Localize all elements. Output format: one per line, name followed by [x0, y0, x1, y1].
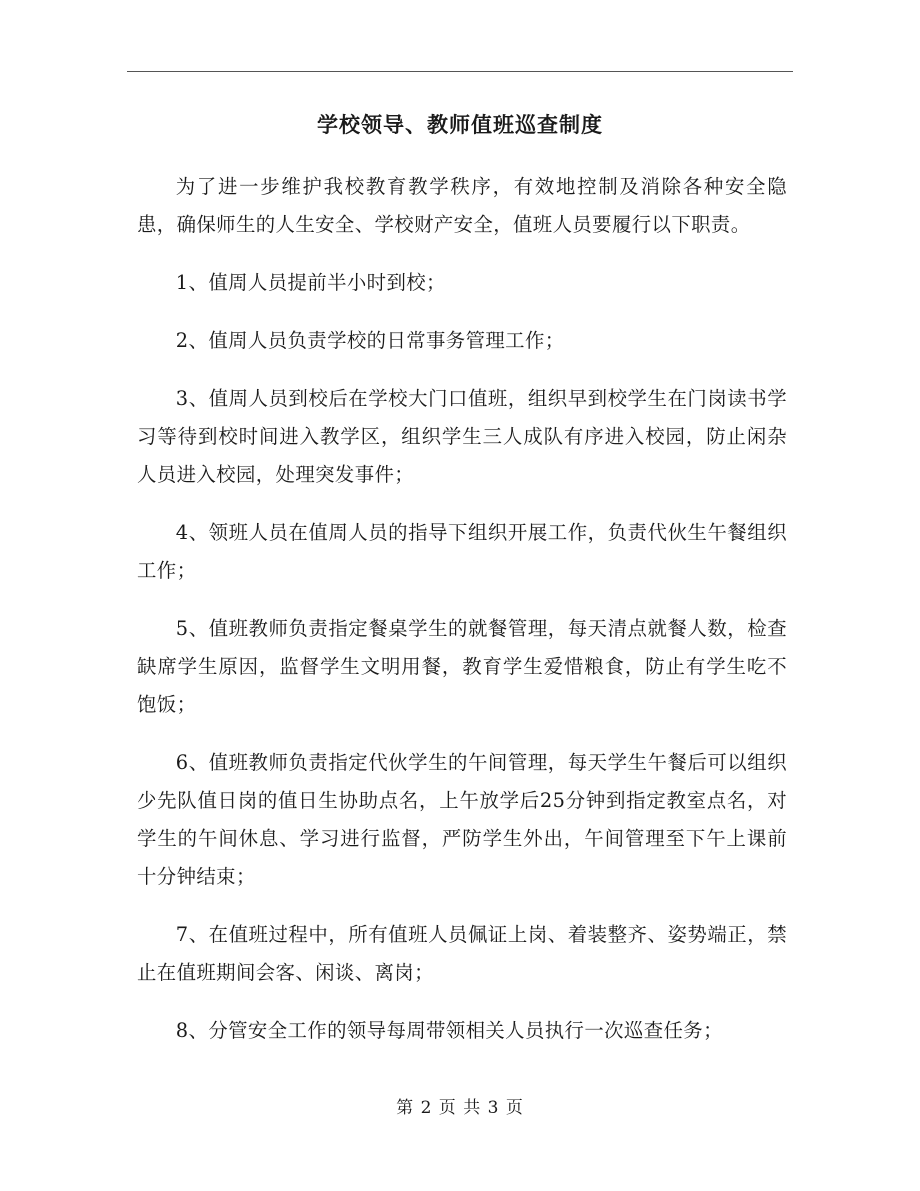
document-title: 学校领导、教师值班巡查制度 — [317, 112, 603, 137]
duty-item-4: 4、领班人员在值周人员的指导下组织开展工作，负责代伙生午餐组织工作； — [137, 521, 787, 582]
duty-item-3: 3、值周人员到校后在学校大门口值班，组织早到校学生在门岗读书学习等待到校时间进入教学区，组织学生三人成队有序进入校园，防止闲杂人员进入校园，处理突发事件； — [137, 387, 787, 486]
document-body — [137, 168, 787, 1070]
header-rule — [127, 71, 793, 72]
page-number-footer: 第 2 页 共 3 页 — [396, 1098, 524, 1118]
duty-item-1: 1、值周人员提前半小时到校； — [175, 271, 446, 294]
duty-item-5: 5、值班教师负责指定餐桌学生的就餐管理，每天清点就餐人数，检查缺席学生原因，监督学生文明用餐，教育学生爱惜粮食，防止有学生吃不饱饭； — [137, 617, 787, 716]
duty-item-2: 2、值周人员负责学校的日常事务管理工作； — [175, 329, 565, 352]
duty-item-7: 7、在值班过程中，所有值班人员佩证上岗、着装整齐、姿势端正，禁止在值班期间会客、闲谈、离岗； — [137, 923, 787, 984]
duty-item-6: 6、值班教师负责指定代伙学生的午间管理，每天学生午餐后可以组织少先队值日岗的值日生协助点名，上午放学后25分钟到指定教室点名，对学生的午间休息、学习进行监督，严防学生外出，午间管理至下午上课前十分钟结束； — [137, 751, 787, 888]
duty-item-8: 8、分管安全工作的领导每周带领相关人员执行一次巡查任务； — [175, 1019, 723, 1042]
intro-paragraph: 为了进一步维护我校教育教学秩序，有效地控制及消除各种安全隐患，确保师生的人生安全、学校财产安全，值班人员要履行以下职责。 — [137, 175, 787, 236]
